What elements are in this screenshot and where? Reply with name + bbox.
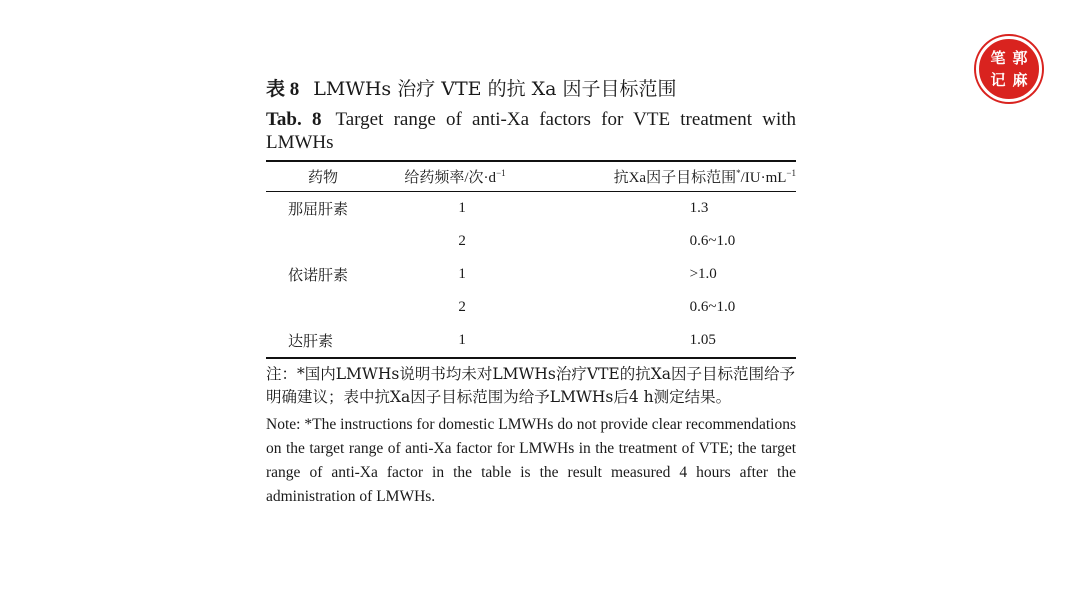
cell-frequency: 2 xyxy=(458,299,466,315)
cell-drug xyxy=(266,291,396,324)
cell-target-range: >1.0 xyxy=(689,266,717,282)
header-frequency: 给药频率/次$\cdot d^{-1}$ xyxy=(396,161,577,192)
cell-drug: 达肝素 xyxy=(266,324,396,358)
table-note-zh: 注：*国内LMWHs说明书均未对LMWHs治疗VTE的抗Xa因子目标范围给予明确建议；表中抗Xa因子目标范围为给予LMWHs后4 h测定结果。 xyxy=(266,365,796,406)
header-drug: 药物 xyxy=(266,161,396,192)
cell-target-range: 1.3 xyxy=(689,200,709,216)
table-row xyxy=(266,324,796,358)
cell-drug: 那屈肝素 xyxy=(288,202,349,218)
cell-frequency: 1 xyxy=(458,200,466,216)
cell-frequency: 1 xyxy=(396,324,577,358)
table-caption-zh: LMWHs 治疗 VTE 的抗 Xa 因子目标范围 xyxy=(313,78,677,100)
table-row xyxy=(266,225,796,258)
cell-target-range: 0.6~1.0 xyxy=(689,299,736,315)
seal-char: 记 xyxy=(990,70,1006,89)
cell-target-range: 1.05 xyxy=(578,324,796,358)
seal-char: 笔 xyxy=(990,48,1006,67)
table-label-zh: 表 8 xyxy=(266,79,300,100)
header-target-range: 抗Xa因子目标范围$^*/IU\cdot mL^{-1}$ xyxy=(578,161,796,192)
table-label-en: Tab. 8 xyxy=(266,109,322,130)
table-row xyxy=(266,192,796,226)
table-row xyxy=(266,258,796,291)
table-header-row xyxy=(266,161,796,192)
seal-char: 郭 xyxy=(1012,48,1028,67)
cell-target-range: 0.6~1.0 xyxy=(689,233,736,249)
cell-drug: 依诺肝素 xyxy=(288,268,349,284)
watermark-seal xyxy=(976,36,1042,102)
table-figure xyxy=(266,76,796,509)
table-note-en: Note: *The instructions for domestic LMWHs do not provide clear recommendations on the target range of anti-Xa factor for LMWHs in the treatment of VTE; the target range of anti-Xa factor in the table is the result measured 4 hours after the administration of LMWHs. xyxy=(266,416,796,505)
table-title-en xyxy=(266,108,796,154)
table-title-zh xyxy=(266,76,796,103)
table-row xyxy=(266,291,796,324)
seal-char: 麻 xyxy=(1012,70,1028,89)
cell-frequency: 1 xyxy=(458,266,466,282)
data-table xyxy=(266,160,796,359)
cell-frequency: 2 xyxy=(458,233,466,249)
table-caption-en: Target range of anti-Xa factors for VTE treatment with LMWHs xyxy=(266,109,797,153)
cell-drug xyxy=(266,225,396,258)
